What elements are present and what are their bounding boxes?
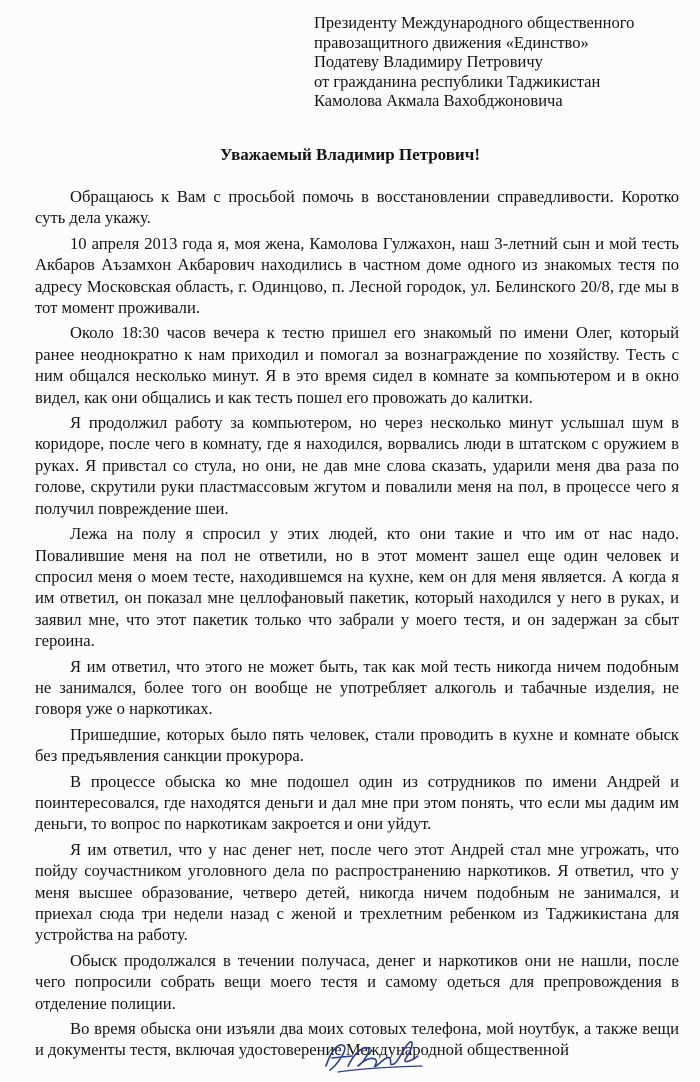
paragraph: Я продолжил работу за компьютером, но через несколько минут услышал шум в коридоре, после чего в комнату, где я находился, ворвались люди в штатском с оружием в руках. Я привстал со стула, но они, не дав мне слова сказать, ударили меня два раза по голове, скрутили руки пластмассовым жгутом и повалили меня на пол, в процессе чего я получил повреждение шеи. bbox=[35, 413, 679, 518]
paragraph: Лежа на полу я спросил у этих людей, кто они такие и что им от нас надо. Повалившие меня на пол не ответили, но в этот момент зашел еще один человек и спросил меня о моем тесте, находившемся на кухне, кем он для меня является. А когда я им ответил, он показал мне целлофановый пакетик, который находился у него в руках, и заявил мне, что этот пакетик только что забрали у моего тестя, и он задержан за сбыт героина. bbox=[35, 524, 679, 651]
addressee-block bbox=[314, 13, 694, 111]
signature-icon bbox=[318, 1036, 428, 1076]
addressee-line: от гражданина республики Таджикистан bbox=[314, 71, 601, 91]
paragraph: Обыск продолжался в течении получаса, денег и наркотиков они не нашли, после чего попросили собрать вещи моего тестя и самому одеться для препровождения в отделение полиции. bbox=[35, 950, 679, 1013]
paragraph: В процессе обыска ко мне подошел один из сотрудников по имени Андрей и поинтересовался, где находятся деньги и дал мне при этом понять, что если мы дадим им деньги, то вопрос по наркотикам закроется и они уйдут. bbox=[35, 771, 679, 834]
letter-body bbox=[35, 186, 679, 1065]
paragraph: Пришедшие, которых было пять человек, стали проводить в кухне и комнате обыск без предъявления санкции прокурора. bbox=[35, 724, 679, 766]
salutation: Уважаемый Владимир Петрович! bbox=[220, 145, 480, 164]
paragraph: Около 18:30 часов вечера к тестю пришел его знакомый по имени Олег, который ранее неоднократно к нам приходил и помогал за вознаграждение по хозяйству. Тесть с ним общался несколько минут. Я в это время сидел в комнате за компьютером и в окно видел, как они общались и как тесть пошел его провожать до калитки. bbox=[35, 323, 679, 407]
handwritten-signature bbox=[318, 1036, 428, 1076]
paragraph: Обращаюсь к Вам с просьбой помочь в восстановлении справедливости. Коротко суть дела укажу. bbox=[35, 187, 679, 228]
paragraph: 10 апреля 2013 года я, моя жена, Камолова Гулжахон, наш 3-летний сын и мой тесть Акбаров Аъзамхон Акбарович находились в частном доме одного из знакомых тестя по адресу Московская область, г. Одинцово, п. Лесной городок, ул. Белинского 20/8, где мы в тот момент проживали. bbox=[35, 233, 679, 318]
paragraph: Я им ответил, что у нас денег нет, после чего этот Андрей стал мне угрожать, что пойду соучастником уголовного дела по распространению наркотиков. Я ответил, что у меня высшее образование, четверо детей, никогда ничем подобным не занимался, и приехал сюда три недели назад с женой и трехлетним ребенком из Таджикистана для устройства на работу. bbox=[35, 839, 679, 945]
addressee-line: Президенту Международного общественного bbox=[314, 13, 635, 32]
addressee-line: Податеву Владимиру Петровичу bbox=[314, 52, 543, 72]
paragraph: Во время обыска они изъяли два моих сотовых телефона, мой ноутбук, а также вещи и документы тестя, включая удостоверение Международной общественной bbox=[35, 1019, 679, 1060]
addressee-line: Камолова Акмала Вахобджоновича bbox=[314, 91, 563, 111]
addressee-line: правозащитного движения «Единство» bbox=[314, 32, 589, 52]
paragraph: Я им ответил, что этого не может быть, так как мой тесть никогда ничем подобным не занимался, более того он вообще не употребляет алкоголь и табачные изделия, не говоря уже о наркотиках. bbox=[35, 656, 679, 719]
